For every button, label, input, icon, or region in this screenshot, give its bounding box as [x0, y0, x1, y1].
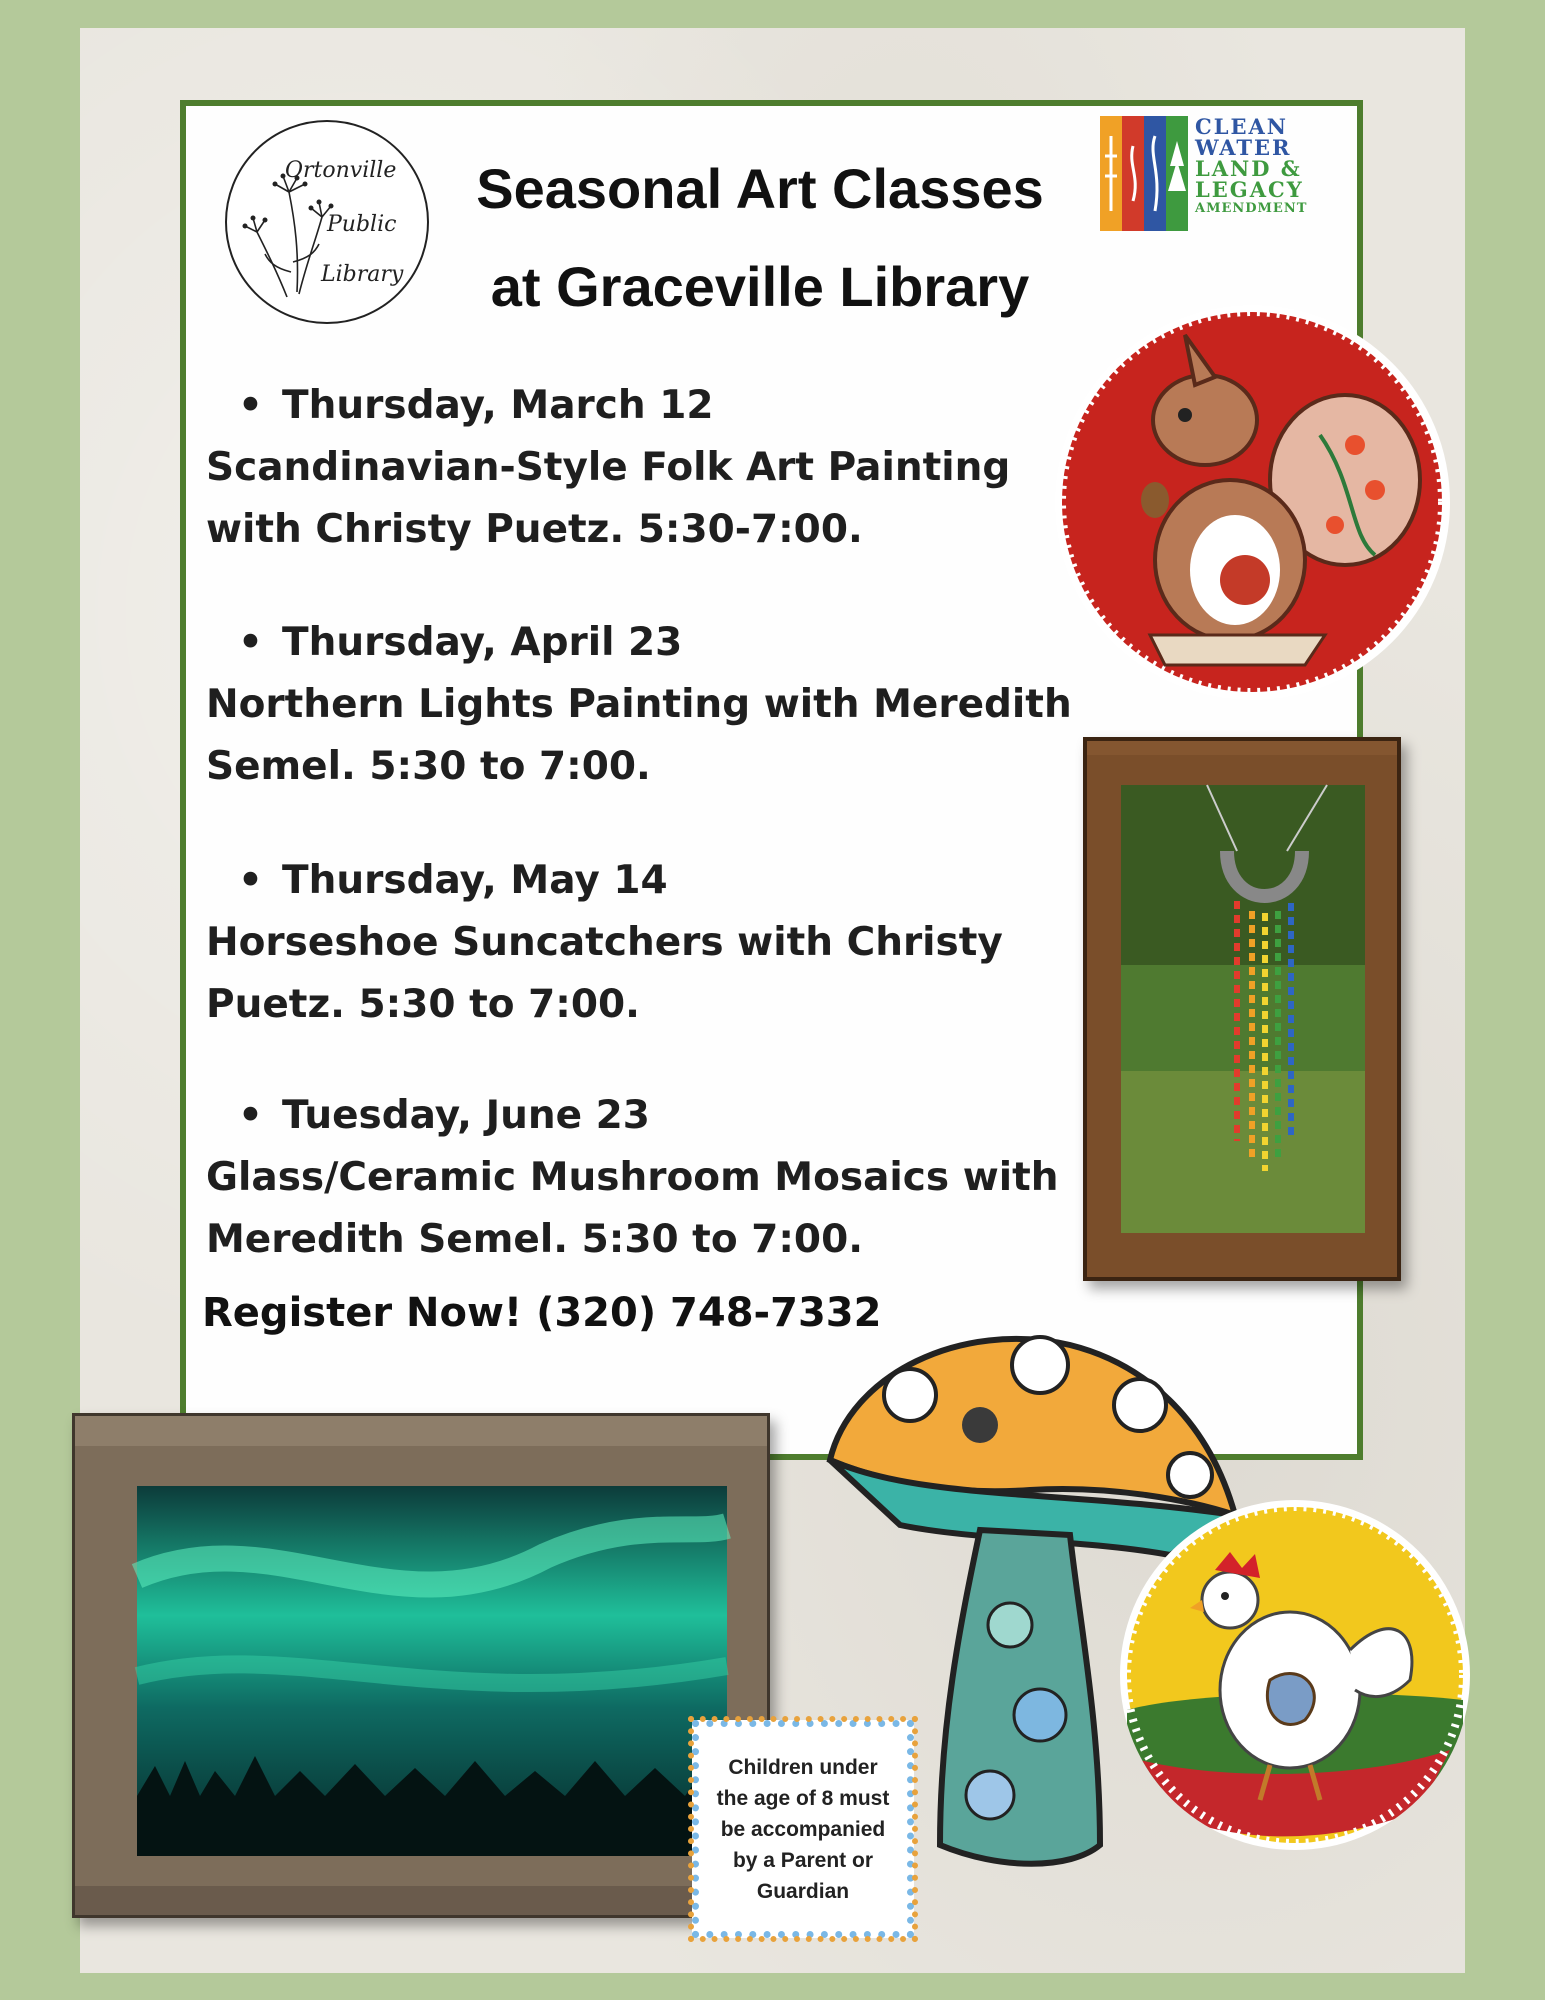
notice-line: be accompanied: [720, 1817, 886, 1841]
northern-lights-painting-frame: [72, 1413, 770, 1918]
event-item: [206, 1085, 1086, 1271]
title-line-2: at Graceville Library: [490, 255, 1030, 318]
library-logo-line1: Ortonville: [285, 158, 397, 183]
event-description-line: Horseshoe Suncatchers with Christy: [206, 920, 1003, 965]
event-description-line: Northern Lights Painting with Meredith: [206, 682, 1072, 727]
notice-line: by a Parent or: [732, 1848, 874, 1872]
register-phone: Register Now! (320) 748-7332: [202, 1290, 882, 1336]
event-description-line: Semel. 5:30 to 7:00.: [206, 744, 651, 789]
event-description-line: Puetz. 5:30 to 7:00.: [206, 982, 640, 1027]
event-description-line: Meredith Semel. 5:30 to 7:00.: [206, 1217, 864, 1262]
children-notice: [692, 1720, 914, 1938]
rooster-painting-image: [1120, 1500, 1470, 1850]
event-date: • Thursday, April 23: [206, 612, 1086, 674]
squirrel-icon: [1055, 305, 1450, 700]
event-date: • Thursday, March 12: [206, 375, 1086, 437]
library-logo-line3: Library: [321, 262, 404, 287]
northern-lights-icon: [75, 1416, 767, 1915]
event-item: [206, 612, 1086, 798]
clean-water-line1: CLEAN: [1195, 114, 1288, 139]
event-date: • Thursday, May 14: [206, 850, 1086, 912]
event-description-line: with Christy Puetz. 5:30-7:00.: [206, 507, 863, 552]
clean-water-line2: WATER: [1195, 135, 1292, 160]
library-logo: [225, 120, 429, 324]
event-item: [206, 375, 1086, 561]
clean-water-line3: LAND &: [1195, 156, 1302, 181]
suncatcher-photo-frame: [1083, 737, 1401, 1281]
notice-line: Guardian: [756, 1879, 850, 1903]
clean-water-emblem-icon: [1100, 116, 1190, 231]
title-line-1: Seasonal Art Classes: [476, 157, 1044, 220]
notice-line: Children under: [728, 1755, 878, 1779]
clean-water-line4: LEGACY: [1195, 177, 1304, 202]
rooster-icon: [1120, 1500, 1470, 1850]
event-date: • Tuesday, June 23: [206, 1085, 1086, 1147]
squirrel-painting-image: [1055, 305, 1450, 700]
clean-water-line5: AMENDMENT: [1195, 201, 1308, 216]
event-description-line: Glass/Ceramic Mushroom Mosaics with: [206, 1155, 1059, 1200]
page-title: [440, 140, 1080, 336]
horseshoe-suncatcher-icon: [1087, 741, 1397, 1277]
event-description-line: Scandinavian-Style Folk Art Painting: [206, 445, 1011, 490]
event-item: [206, 850, 1086, 1036]
clean-water-logo: [1100, 116, 1350, 231]
notice-line: the age of 8 must: [716, 1786, 890, 1810]
library-logo-line2: Public: [327, 212, 397, 237]
